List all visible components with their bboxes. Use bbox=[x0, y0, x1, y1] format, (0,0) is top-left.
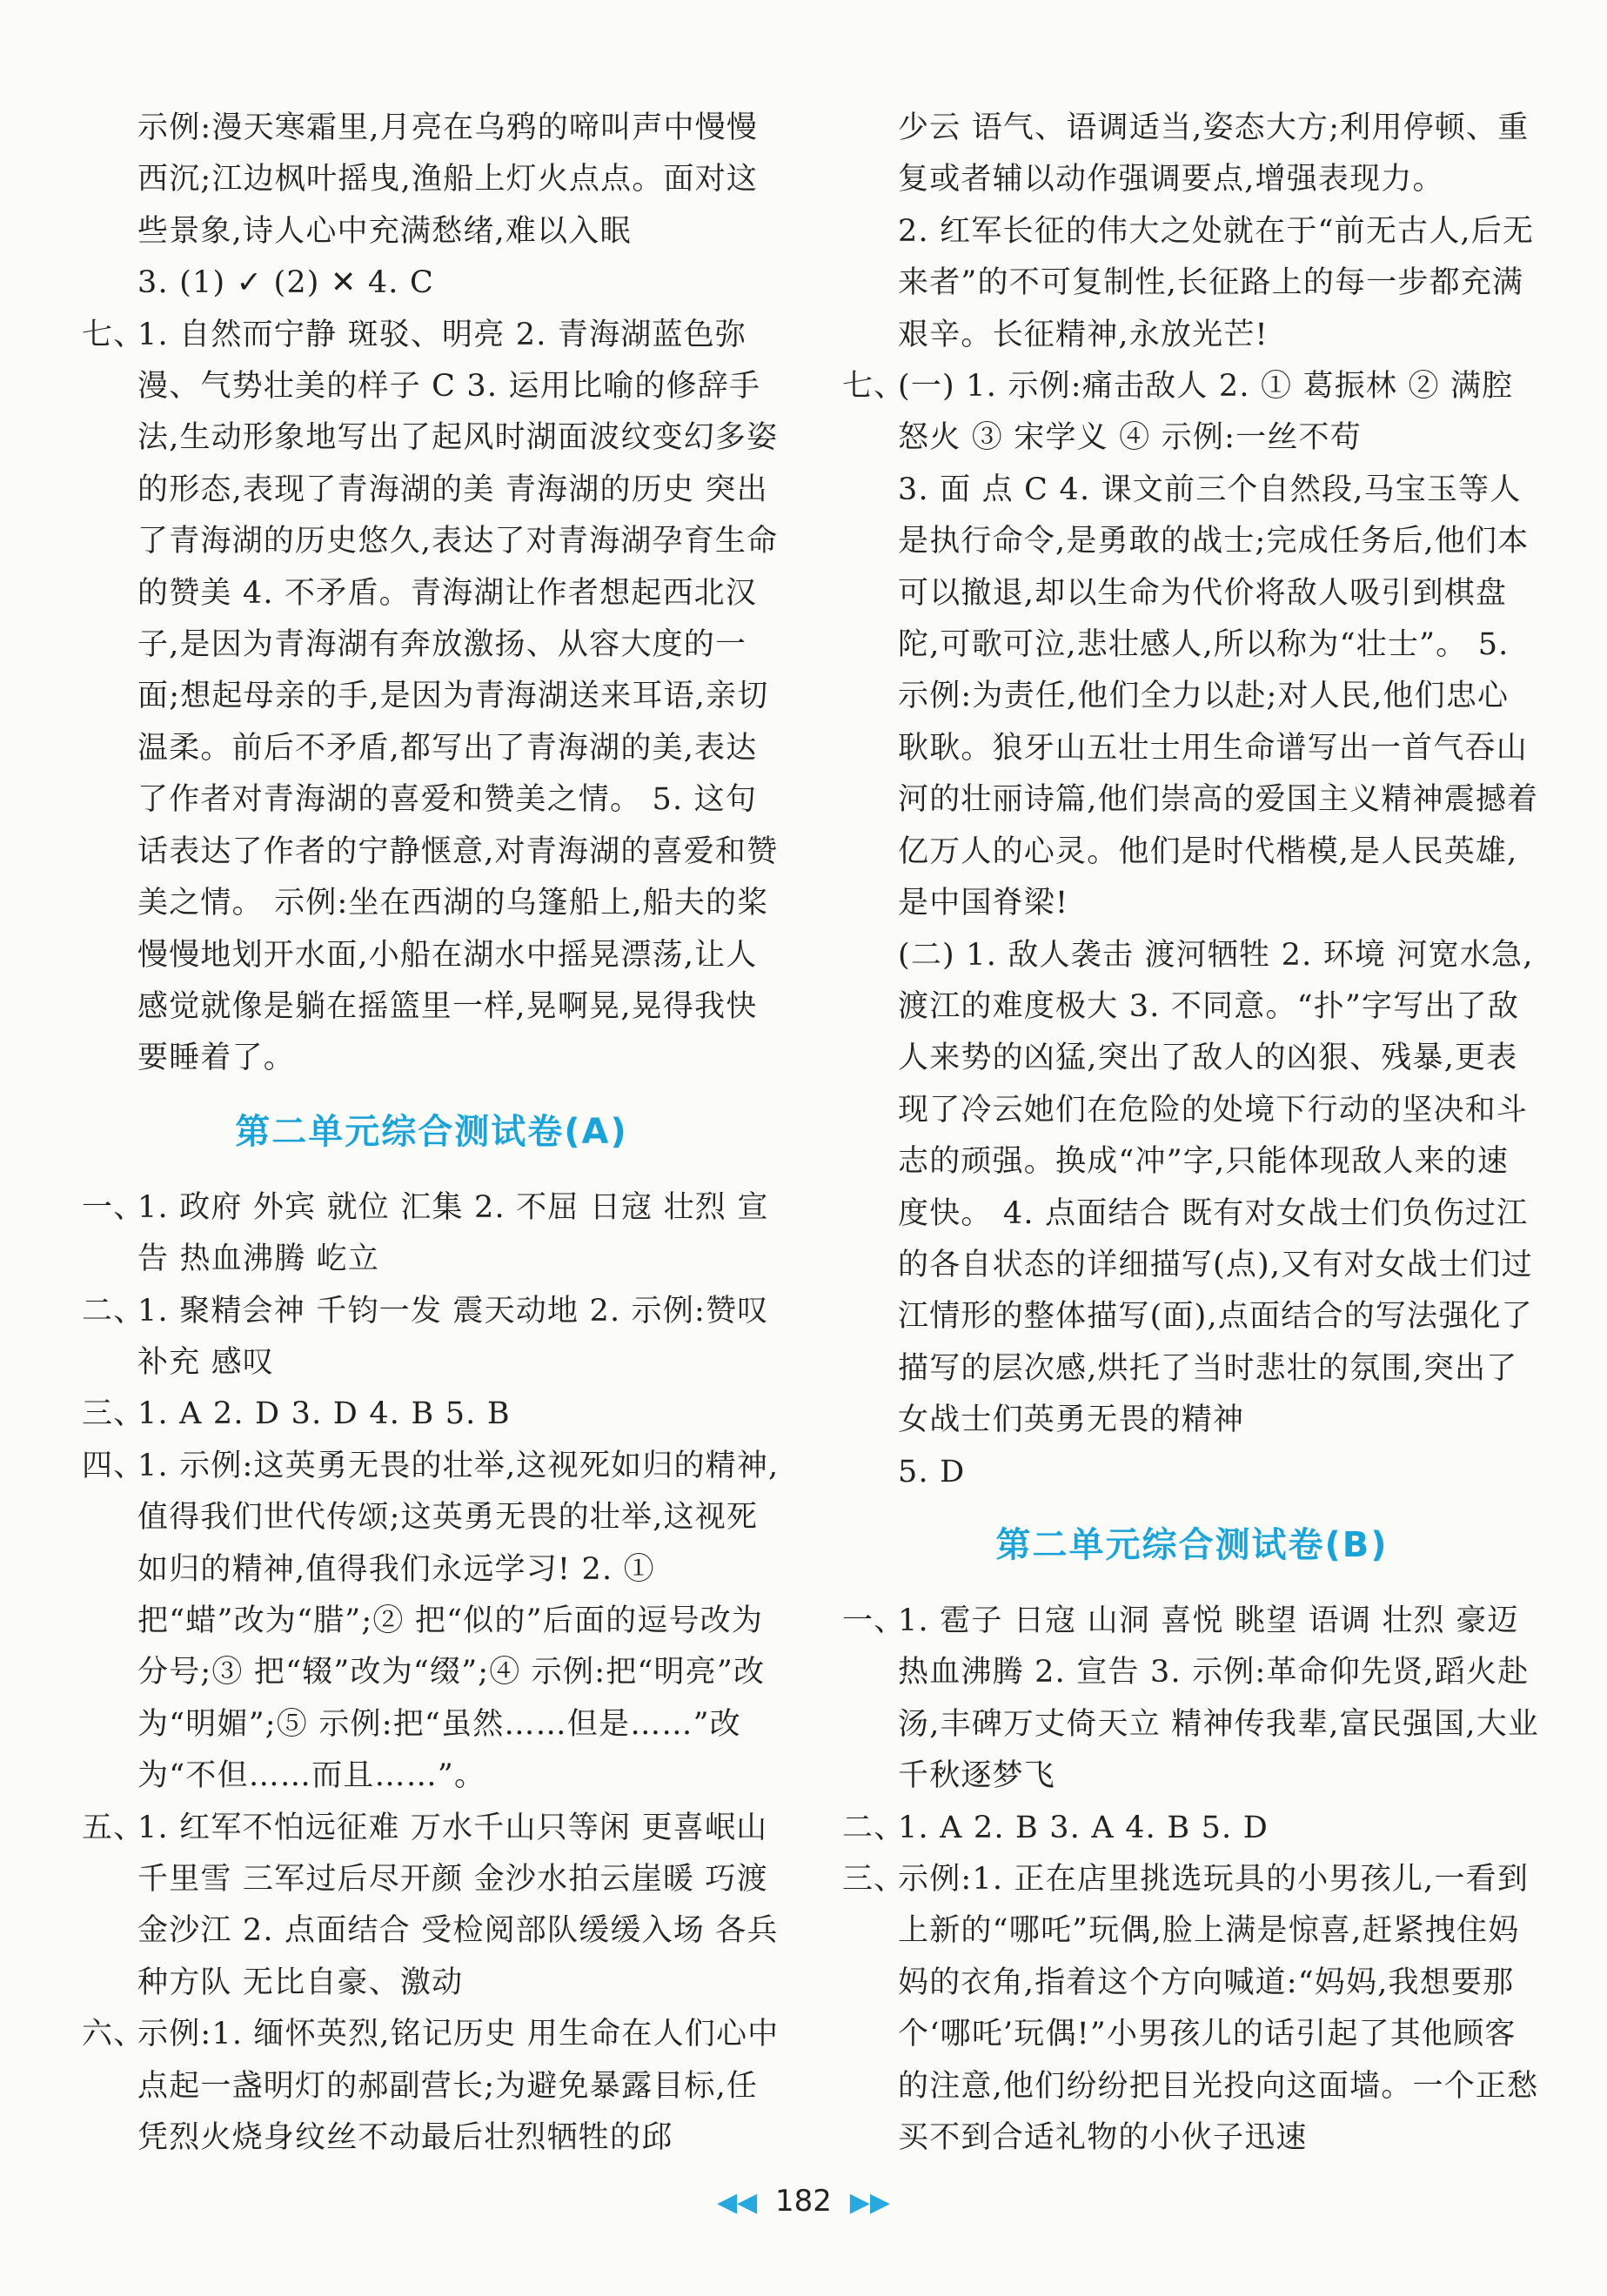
item-label: 五、 bbox=[82, 1810, 145, 1845]
left-column bbox=[84, 103, 780, 2164]
item-label: 四、 bbox=[82, 1448, 145, 1483]
answer-item: 一、 1. 雹子 日寇 山洞 喜悦 眺望 语调 壮烈 豪迈 热血沸腾 2. 宣告 3. 示例:革命仰先贤,蹈火赴汤,丰碑万丈倚天立 精神传我辈,富民强国,大业千秋逐梦飞 bbox=[844, 1596, 1540, 1803]
item-label: 一、 bbox=[842, 1603, 906, 1638]
section-heading: 第二单元综合测试卷(B) bbox=[995, 1524, 1389, 1565]
answer-paragraph: 3. (1) ✓ (2) ✕ 4. C bbox=[137, 265, 434, 301]
item-label: 二、 bbox=[82, 1293, 145, 1329]
right-column bbox=[844, 103, 1540, 2164]
answer-item: 二、 1. A 2. B 3. A 4. B 5. D bbox=[844, 1803, 1540, 1854]
answer-item: 三、 1. A 2. D 3. D 4. B 5. B bbox=[84, 1389, 780, 1440]
answer-paragraph: 示例:漫天寒霜里,月亮在乌鸦的啼叫声中慢慢西沉;江边枫叶摇曳,渔船上灯火点点。面对这些景象,诗人心中充满愁绪,难以入眠 bbox=[137, 110, 759, 249]
item-label: 七、 bbox=[82, 317, 145, 352]
answer-paragraph: 2. 红军长征的伟大之处就在于“前无古人,后无来者”的不可复制性,长征路上的每一步都充满艰辛。长征精神,永放光芒! bbox=[898, 213, 1535, 352]
page-footer bbox=[0, 2184, 1607, 2219]
answer-paragraph: 3. 面 点 C 4. 课文前三个自然段,马宝玉等人是执行命令,是勇敢的战士;完成任务后,他们本可以撤退,却以生命为代价将敌人吸引到棋盘陀,可歌可泣,悲壮感人,所以称为“壮士”。 5. 示例:为责任,他们全力以赴;对人民,他们忠心耿耿。狼牙山五壮士用生命谱写出一首气吞山河的壮丽诗篇,他们崇高的爱国主义精神震撼着亿万人的心灵。他们是时代楷模,是人民英雄,是中国脊梁! bbox=[898, 472, 1539, 921]
answer-item: 七、 1. 自然而宁静 斑驳、明亮 2. 青海湖蓝色弥漫、气势壮美的样子 C 3. 运用比喻的修辞手法,生动形象地写出了起风时湖面波纹变幻多姿的形态,表现了青海湖的美 青海湖的历史 突出了青海湖的历史悠久,表达了对青海湖孕育生命的赞美 4. 不矛盾。青海湖让作者想起西北汉子,是因为青海湖有奔放激扬、从容大度的一面;想起母亲的手,是因为青海湖送来耳语,亲切温柔。前后不矛盾,都写出了青海湖的美,表达了作者对青海湖的喜爱和赞美之情。 5. 这句话表达了作者的宁静惬意,对青海湖的喜爱和赞美之情。 示例:坐在西湖的乌篷船上,船夫的桨慢慢地划开水面,小船在湖水中摇晃漂荡,让人感觉就像是躺在摇篮里一样,晃啊晃,晃得我快要睡着了。 bbox=[84, 310, 780, 1085]
page-number: 182 bbox=[775, 2184, 832, 2219]
answer-item: 五、 1. 红军不怕远征难 万水千山只等闲 更喜岷山千里雪 三军过后尽开颜 金沙水拍云崖暖 巧渡金沙江 2. 点面结合 受检阅部队缓缓入场 各兵种方队 无比自豪、激动 bbox=[84, 1803, 780, 2010]
item-label: 三、 bbox=[842, 1862, 906, 1897]
item-label: 一、 bbox=[82, 1189, 145, 1225]
answer-item: 一、 1. 政府 外宾 就位 汇集 2. 不屈 日寇 壮烈 宣告 热血沸腾 屹立 bbox=[84, 1182, 780, 1286]
answer-paragraph: 少云 语气、语调适当,姿态大方;利用停顿、重复或者辅以动作强调要点,增强表现力。 bbox=[898, 110, 1530, 197]
answer-item: 三、 示例:1. 正在店里挑选玩具的小男孩儿,一看到上新的“哪吒”玩偶,脸上满是惊喜,赶紧拽住妈妈的衣角,指着这个方向喊道:“妈妈,我想要那个‘哪吒’玩偶!”小男孩儿的话引起了其他顾客的注意,他们纷纷把目光投向这面墙。一个正愁买不到合适礼物的小伙子迅速 bbox=[844, 1854, 1540, 2164]
item-label: 七、 bbox=[842, 369, 906, 405]
section-heading: 第二单元综合测试卷(A) bbox=[235, 1111, 628, 1152]
next-arrows-icon: ▶▶ bbox=[849, 2187, 890, 2218]
item-label: 二、 bbox=[842, 1810, 906, 1845]
item-label: 六、 bbox=[82, 2017, 145, 2052]
answer-item: 七、 (一) 1. 示例:痛击敌人 2. ① 葛振林 ② 满腔怒火 ③ 宋学义 ④ 示例:一丝不苟 bbox=[844, 361, 1540, 465]
answer-item: 二、 1. 聚精会神 千钧一发 震天动地 2. 示例:赞叹 补充 感叹 bbox=[84, 1286, 780, 1389]
item-label: 三、 bbox=[82, 1396, 145, 1432]
answer-item: 四、 1. 示例:这英勇无畏的壮举,这视死如归的精神,值得我们世代传颂;这英勇无畏的壮举,这视死如归的精神,值得我们永远学习! 2. ① 把“蜡”改为“腊”;② 把“似的”后面的逗号改为分号;③ 把“辍”改为“缀”;④ 示例:把“明亮”改为“明媚”;⑤ 示例:把“虽然……但是……”改为“不但……而且……”。 bbox=[84, 1441, 780, 1803]
answer-paragraph: 5. D bbox=[898, 1454, 966, 1489]
prev-arrows-icon: ◀◀ bbox=[717, 2187, 758, 2218]
answer-paragraph: (二) 1. 敌人袭击 渡河牺牲 2. 环境 河宽水急,渡江的难度极大 3. 不同意。“扑”字写出了敌人来势的凶猛,突出了敌人的凶狠、残暴,更表现了冷云她们在危险的处境下行动的坚决和斗志的顽强。换成“冲”字,只能体现敌人来的速度快。 4. 点面结合 既有对女战士们负伤过江的各自状态的详细描写(点),又有对女战士们过江情形的整体描写(面),点面结合的写法强化了描写的层次感,烘托了当时悲壮的氛围,突出了女战士们英勇无畏的精神 bbox=[898, 937, 1534, 1438]
answer-item: 六、 示例:1. 缅怀英烈,铭记历史 用生命在人们心中点起一盏明灯的郝副营长;为避免暴露目标,任凭烈火烧身纹丝不动最后壮烈牺牲的邱 bbox=[84, 2009, 780, 2164]
